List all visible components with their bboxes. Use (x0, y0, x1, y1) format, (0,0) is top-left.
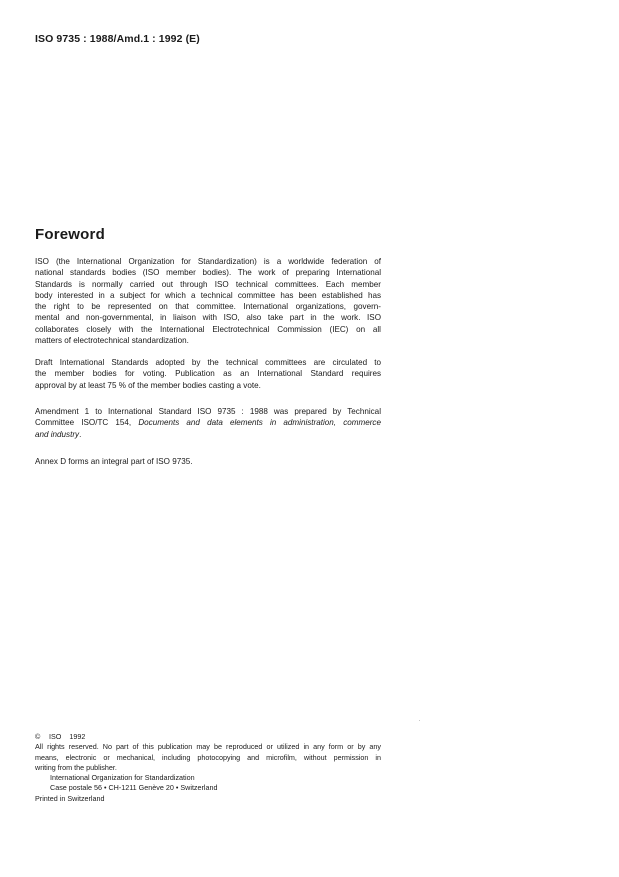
text-line: Standards is normally carried out through ISO technical committees. Each member (35, 279, 381, 289)
document-reference: ISO 9735 : 1988/Amd.1 : 1992 (E) (35, 33, 200, 45)
publisher-name: International Organization for Standardization (50, 773, 195, 783)
text-line: Draft International Standards adopted by the technical committees are circulated to (35, 358, 381, 367)
paragraph-about-iso (35, 256, 381, 346)
text-line: national standards bodies (ISO member bodies). The work of preparing International (35, 268, 381, 278)
publisher-address: Case postale 56 • CH-1211 Genève 20 • Switzerland (50, 783, 218, 793)
copyright-icon: © (35, 732, 41, 741)
copyright-org: ISO (49, 732, 62, 741)
paragraph-annex (35, 456, 381, 467)
text-line: mental and non-governmental, in liaison with ISO, also take part in the work. ISO (35, 313, 381, 323)
rights-line: All rights reserved. No part of this publication may be reproduced or utilized in any form or by any (35, 742, 381, 752)
text-line: collaborates closely with the International Electrotechnical Commission (IEC) on all (35, 324, 381, 334)
rights-line: means, electronic or mechanical, including photocopying and microfilm, without permission in (35, 752, 381, 762)
text-line: Amendment 1 to International Standard ISO 9735 : 1988 was prepared by Technical (35, 407, 381, 416)
period: . (79, 429, 82, 439)
paragraph-amendment (35, 406, 381, 440)
text-line: approval by at least 75 % of the member bodies casting a vote. (35, 380, 261, 390)
text-line: body interested in a subject for which a technical committee has been established has (35, 290, 381, 300)
text-line: matters of electrotechnical standardization. (35, 336, 189, 346)
rights-line: writing from the publisher. (35, 762, 117, 772)
text-line: ISO (the International Organization for Standardization) is a worldwide federation of (35, 257, 381, 266)
committee-title-end: and industry (35, 429, 80, 439)
committee-title: Documents and data elements in administration, commerce (138, 418, 381, 428)
paragraph-draft-standards (35, 357, 381, 391)
page-title: Foreword (35, 226, 105, 243)
text-line (35, 429, 381, 440)
text-line: the member bodies for voting. Publication as an International Standard requires (35, 369, 381, 379)
copyright-year: 1992 (69, 732, 86, 741)
text-line (35, 417, 381, 428)
copyright-line (35, 732, 381, 742)
printed-in: Printed in Switzerland (35, 793, 105, 803)
text-line: Annex D forms an integral part of ISO 9735. (35, 457, 193, 466)
text-line: the right to be represented on that committee. International organizations, govern- (35, 302, 381, 312)
scan-speck (419, 720, 420, 721)
copyright-block (35, 732, 381, 804)
committee-reference: Committee ISO/TC 154, (35, 418, 132, 428)
